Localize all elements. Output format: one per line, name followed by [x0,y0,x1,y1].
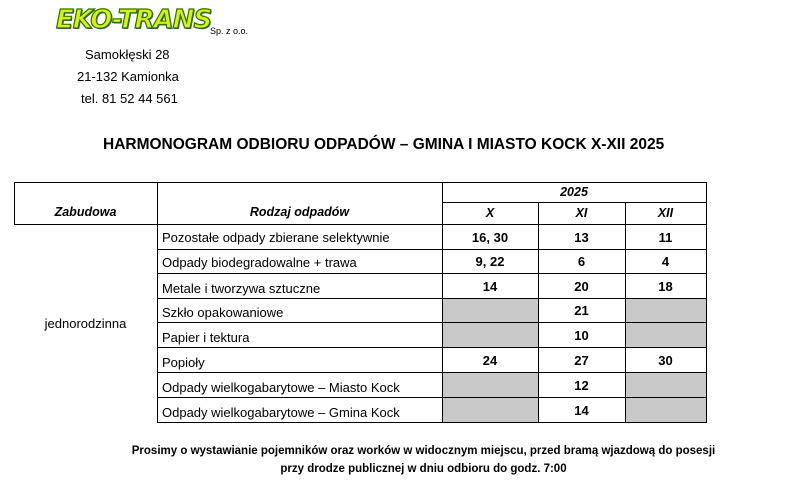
empty-cell [625,397,706,422]
col-header-month-x: X [485,206,495,220]
row-label: Odpady wielkogabarytowe – Gmina Kock [162,405,400,420]
footer-note-line1: Prosimy o wystawianie pojemników oraz worków w widocznym miejscu, przed bramą wjazdową do posesji [131,445,716,457]
company-phone: tel. 81 52 44 561 [81,91,178,106]
company-street: Samokłęski 28 [85,47,170,62]
col-header-rodzaj: Rodzaj odpadów [249,205,350,219]
row-label: Szkło opakowaniowe [162,305,284,320]
company-city: 21-132 Kamionka [77,69,179,84]
empty-cell [625,298,706,322]
row-value-xi: 20 [574,279,589,294]
row-value-xii: 11 [658,230,673,245]
row-value-xii: 30 [658,353,673,368]
row-value-xii: 18 [658,279,673,294]
row-value-xii: 4 [661,254,670,269]
empty-cell [442,372,538,397]
row-value-xi: 10 [574,328,589,343]
company-legal-form: Sp. z o.o. [210,26,249,36]
row-label: Papier i tektura [162,330,250,345]
row-value-xi: 13 [574,230,589,245]
row-label: Popioły [162,355,205,370]
row-value-xi: 21 [574,303,589,318]
row-value-xi: 12 [574,378,589,393]
col-header-month-xii: XII [657,206,674,220]
row-value-x: 16, 30 [471,230,509,245]
col-header-zabudowa: Zabudowa [54,205,117,219]
company-logo: EKO-TRANS [56,5,212,35]
row-label: Metale i tworzywa sztuczne [162,281,321,296]
row-label: Odpady biodegradowalne + trawa [162,255,357,270]
row-value-xi: 27 [574,353,589,368]
row-value-x: 14 [482,279,498,294]
footer-note-line2: przy drodze publicznej w dniu odbioru do godz. 7:00 [280,463,567,475]
empty-cell [625,322,706,347]
empty-cell [442,322,538,347]
empty-cell [442,298,538,322]
row-value-x: 9, 22 [475,254,505,269]
row-value-xi: 6 [577,254,586,269]
row-value-xi: 14 [574,403,589,418]
row-label: Odpady wielkogabarytowe – Miasto Kock [162,380,400,395]
zabudowa-value: jednorodzinna [44,316,127,331]
row-value-x: 24 [482,353,498,368]
row-label: Pozostałe odpady zbierane selektywnie [162,230,390,245]
page-title: HARMONOGRAM ODBIORU ODPADÓW – GMINA I MIASTO KOCK X-XII 2025 [103,136,665,153]
empty-cell [442,397,538,422]
col-header-year: 2025 [560,185,588,199]
empty-cell [625,372,706,397]
col-header-month-xi: XI [575,206,588,220]
